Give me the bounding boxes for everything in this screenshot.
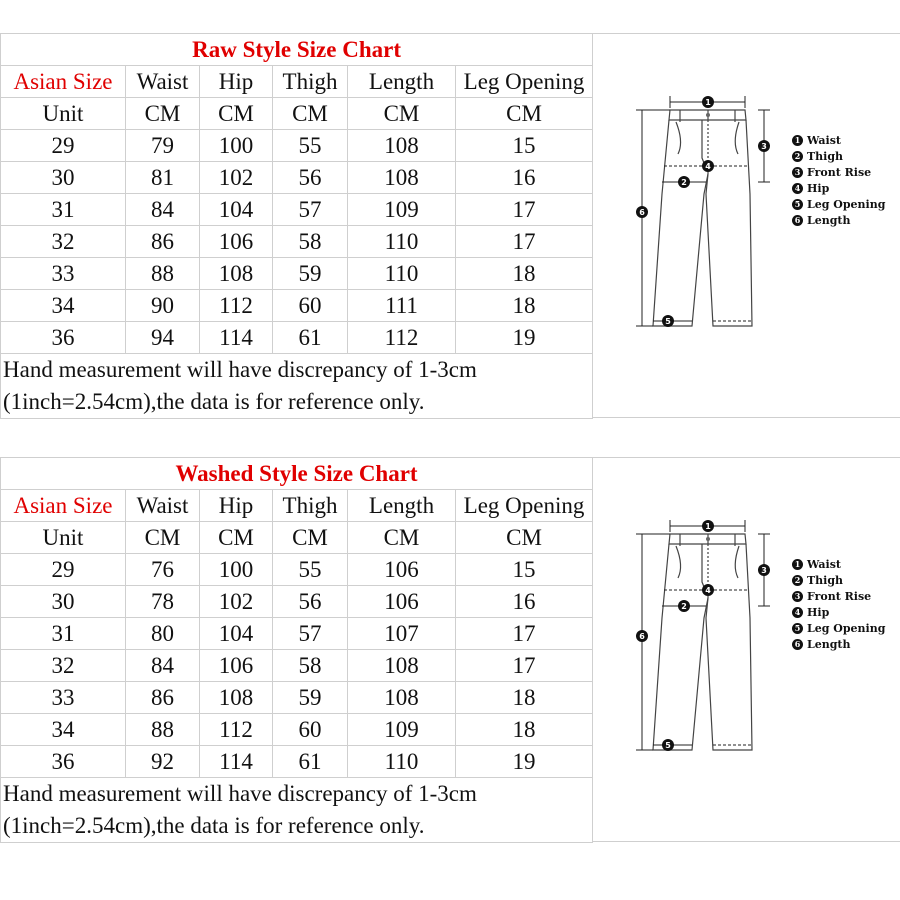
table-cell: 80 [126,618,200,650]
table-cell: 34 [1,714,126,746]
header-length: Length [348,66,456,98]
table-cell: 19 [456,322,593,354]
raw-size-table [0,33,593,419]
table-cell: 88 [126,258,200,290]
diagram-marker-1: 1 [705,98,711,107]
table-cell: 114 [200,746,273,778]
table-cell: 102 [200,162,273,194]
diagram-marker-4: 4 [705,586,711,595]
measurement-note [1,354,593,419]
table-cell: 106 [348,554,456,586]
header-thigh: Thigh [273,66,348,98]
table-row [1,130,593,162]
header-length: Length [348,490,456,522]
table-cell: 104 [200,194,273,226]
table-cell: 60 [273,714,348,746]
table-cell: 58 [273,650,348,682]
table-cell: 86 [126,226,200,258]
unit-cell: CM [273,98,348,130]
table-cell: 36 [1,746,126,778]
table-cell: 17 [456,226,593,258]
table-cell: 111 [348,290,456,322]
table-cell: 104 [200,618,273,650]
table-cell: 81 [126,162,200,194]
table-note-row [1,354,593,419]
header-hip: Hip [200,490,273,522]
table-row [1,258,593,290]
table-cell: 84 [126,650,200,682]
table-row [1,618,593,650]
pants-measurement-diagram [592,33,900,418]
table-cell: 107 [348,618,456,650]
table-row [1,714,593,746]
diagram-marker-4: 4 [705,162,711,171]
note-line-1: Hand measurement will have discrepancy of 1-3cm [3,357,477,382]
header-asian-size: Asian Size [1,66,126,98]
legend-item-thigh: 2 Thigh [792,573,885,589]
table-cell: 18 [456,682,593,714]
table-cell: 59 [273,682,348,714]
table-note-row [1,778,593,843]
unit-cell: CM [456,522,593,554]
table-cell: 57 [273,618,348,650]
table-cell: 76 [126,554,200,586]
table-cell: 18 [456,290,593,322]
table-cell: 18 [456,258,593,290]
table-cell: 108 [200,682,273,714]
table-cell: 57 [273,194,348,226]
unit-cell: CM [200,98,273,130]
table-cell: 18 [456,714,593,746]
legend-item-length: 6 Length [792,637,885,653]
table-cell: 109 [348,194,456,226]
table-cell: 17 [456,650,593,682]
legend-item-length: 6 Length [792,213,885,229]
diagram-marker-6: 6 [639,632,645,641]
table-cell: 16 [456,586,593,618]
measurement-note [1,778,593,843]
table-cell: 19 [456,746,593,778]
header-leg-opening: Leg Opening [456,66,593,98]
unit-cell: CM [348,522,456,554]
pants-measurement-diagram [592,457,900,842]
diagram-marker-5: 5 [665,741,671,750]
diagram-marker-6: 6 [639,208,645,217]
table-cell: 15 [456,554,593,586]
table-cell: 59 [273,258,348,290]
table-cell: 61 [273,746,348,778]
diagram-marker-2: 2 [681,178,687,187]
table-cell: 100 [200,554,273,586]
table-cell: 108 [348,682,456,714]
table-cell: 108 [348,650,456,682]
diagram-marker-1: 1 [705,522,711,531]
table-cell: 106 [200,650,273,682]
table-cell: 106 [348,586,456,618]
table-cell: 94 [126,322,200,354]
header-leg-opening: Leg Opening [456,490,593,522]
table-cell: 30 [1,586,126,618]
unit-cell: CM [273,522,348,554]
unit-cell: CM [200,522,273,554]
measurement-legend [792,133,885,229]
table-cell: 78 [126,586,200,618]
table-cell: 108 [348,130,456,162]
table-cell: 16 [456,162,593,194]
legend-item-front-rise: 3 Front Rise [792,589,885,605]
measurement-legend [792,557,885,653]
diagram-marker-3: 3 [761,566,767,575]
table-cell: 108 [200,258,273,290]
table-cell: 110 [348,258,456,290]
table-cell: 112 [200,290,273,322]
table-cell: 33 [1,682,126,714]
table-row [1,226,593,258]
washed-chart-title: Washed Style Size Chart [1,458,593,490]
table-cell: 36 [1,322,126,354]
header-waist: Waist [126,66,200,98]
legend-item-waist: 1 Waist [792,133,885,149]
table-row [1,162,593,194]
table-cell: 15 [456,130,593,162]
table-cell: 29 [1,130,126,162]
diagram-marker-2: 2 [681,602,687,611]
table-cell: 32 [1,650,126,682]
unit-cell: Unit [1,98,126,130]
legend-item-front-rise: 3 Front Rise [792,165,885,181]
table-unit-row [1,522,593,554]
header-waist: Waist [126,490,200,522]
table-header-row [1,66,593,98]
header-hip: Hip [200,66,273,98]
table-cell: 108 [348,162,456,194]
table-cell: 114 [200,322,273,354]
table-cell: 58 [273,226,348,258]
table-row [1,290,593,322]
unit-cell: CM [348,98,456,130]
table-cell: 17 [456,618,593,650]
table-cell: 30 [1,162,126,194]
table-title-row [1,458,593,490]
table-row [1,586,593,618]
table-cell: 100 [200,130,273,162]
table-cell: 84 [126,194,200,226]
table-row [1,650,593,682]
table-row [1,554,593,586]
table-header-row [1,490,593,522]
note-line-1: Hand measurement will have discrepancy of 1-3cm [3,781,477,806]
table-cell: 60 [273,290,348,322]
unit-cell: Unit [1,522,126,554]
table-cell: 110 [348,746,456,778]
table-cell: 55 [273,554,348,586]
table-cell: 32 [1,226,126,258]
legend-item-thigh: 2 Thigh [792,149,885,165]
table-cell: 55 [273,130,348,162]
table-cell: 109 [348,714,456,746]
table-cell: 31 [1,194,126,226]
table-cell: 112 [200,714,273,746]
table-cell: 33 [1,258,126,290]
table-cell: 86 [126,682,200,714]
washed-size-table [0,457,593,843]
table-cell: 61 [273,322,348,354]
diagram-marker-5: 5 [665,317,671,326]
diagram-marker-3: 3 [761,142,767,151]
table-cell: 56 [273,586,348,618]
legend-item-leg-opening: 5 Leg Opening [792,197,885,213]
note-line-2: (1inch=2.54cm),the data is for reference only. [3,389,425,414]
legend-item-waist: 1 Waist [792,557,885,573]
note-line-2: (1inch=2.54cm),the data is for reference only. [3,813,425,838]
legend-item-hip: 4 Hip [792,605,885,621]
table-row [1,746,593,778]
table-row [1,682,593,714]
raw-chart-title: Raw Style Size Chart [1,34,593,66]
table-row [1,322,593,354]
table-cell: 106 [200,226,273,258]
table-cell: 31 [1,618,126,650]
table-cell: 29 [1,554,126,586]
table-cell: 102 [200,586,273,618]
table-cell: 110 [348,226,456,258]
table-row [1,194,593,226]
table-cell: 79 [126,130,200,162]
table-cell: 17 [456,194,593,226]
table-cell: 56 [273,162,348,194]
legend-item-leg-opening: 5 Leg Opening [792,621,885,637]
table-cell: 92 [126,746,200,778]
table-cell: 112 [348,322,456,354]
table-cell: 34 [1,290,126,322]
table-cell: 90 [126,290,200,322]
header-thigh: Thigh [273,490,348,522]
header-asian-size: Asian Size [1,490,126,522]
unit-cell: CM [126,98,200,130]
unit-cell: CM [456,98,593,130]
unit-cell: CM [126,522,200,554]
table-title-row [1,34,593,66]
table-cell: 88 [126,714,200,746]
table-unit-row [1,98,593,130]
legend-item-hip: 4 Hip [792,181,885,197]
